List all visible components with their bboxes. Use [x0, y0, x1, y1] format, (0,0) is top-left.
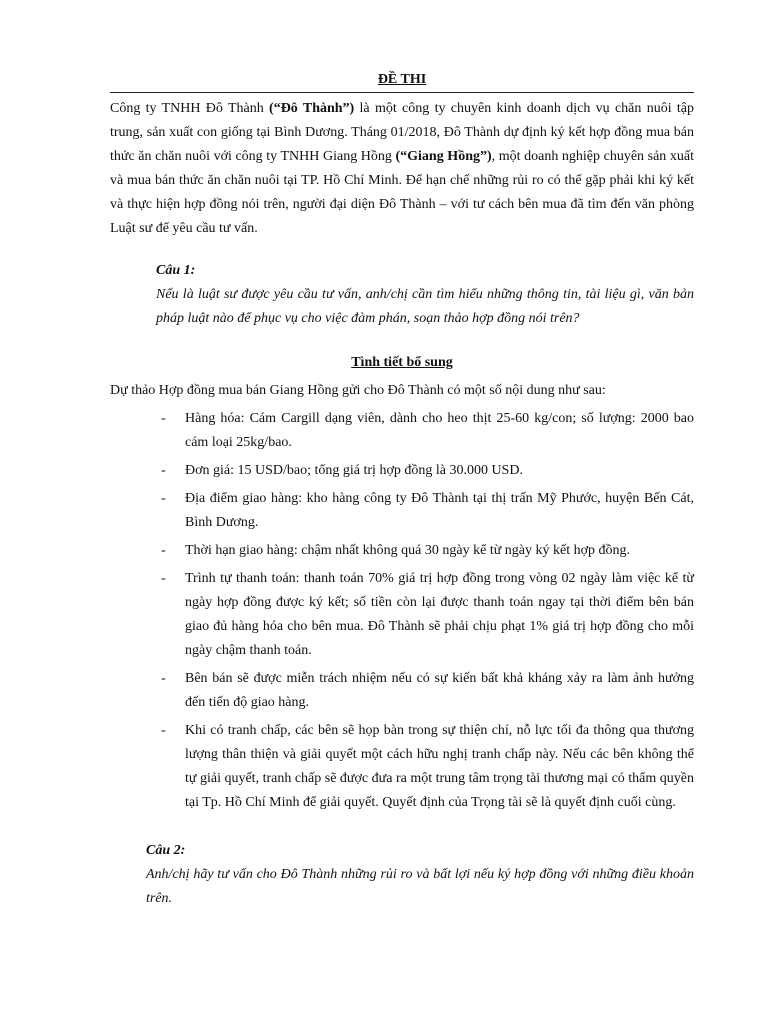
term-force-majeure: Bên bán sẽ được miễn trách nhiệm nếu có sự kiến bất khả kháng xảy ra làm ảnh hưởng đến tiến độ giao hàng. [185, 671, 694, 710]
list-item [110, 459, 694, 483]
list-item [110, 539, 694, 563]
intro-text-part3: , một doanh nghiệp chuyên sản xuất và mua bán thức ăn chăn nuôi tại TP. Hồ Chí Minh. Để hạn chế những rủi ro có thể gặp phải khi ký kết và thực hiện hợp đồng nói trên, người đại diện Đô Thành – với tư cách bên mua đã tìm đến văn phòng Luật sư để yêu cầu tư vấn. [110, 149, 694, 236]
supplement-intro: Dự thảo Hợp đồng mua bán Giang Hồng gửi cho Đô Thành có một số nội dung như sau: [110, 383, 606, 398]
term-unit-price: Đơn giá: 15 USD/bao; tổng giá trị hợp đồng là 30.000 USD. [185, 463, 523, 478]
list-bullet: - [161, 411, 166, 426]
list-item [110, 719, 694, 815]
exam-document [110, 70, 694, 911]
supplement-title: Tình tiết bổ sung [351, 355, 453, 370]
list-bullet: - [161, 463, 166, 478]
intro-text-part1: Công ty TNHH Đô Thành [110, 101, 270, 116]
question-1-label: Câu 1: [156, 263, 196, 278]
intro-bold-giang-hong: (“Giang Hồng”) [395, 149, 492, 164]
question-1 [156, 259, 694, 331]
intro-text-part2: là một công ty chuyên kinh doanh dịch vụ chăn nuôi tập trung, sản xuất con giống tại Bình Dương. Tháng 01/2018, Đô Thành dự định ký kết hợp đồng mua bán thức ăn chăn nuôi với công ty TNHH Giang Hồng [110, 101, 694, 164]
intro-paragraph [110, 97, 694, 241]
list-item [110, 567, 694, 663]
document-title: ĐỀ THI [110, 70, 694, 93]
term-goods: Hàng hóa: Cám Cargill dạng viên, dành cho heo thịt 25-60 kg/con; số lượng: 2000 bao cám loại 25kg/bao. [185, 411, 694, 450]
term-dispute-resolution: Khi có tranh chấp, các bên sẽ họp bàn trong sự thiện chí, nỗ lực tối đa thông qua thương lượng thân thiện và giải quyết một cách hữu nghị tranh chấp này. Nếu các bên không thể tự giải quyết, tranh chấp sẽ được đưa ra một trung tâm trọng tài thương mại có thẩm quyền tại Tp. Hồ Chí Minh để giải quyết. Quyết định của Trọng tài sẽ là quyết định cuối cùng. [185, 723, 694, 810]
list-item [110, 407, 694, 455]
intro-bold-do-thanh: (“Đô Thành”) [269, 101, 355, 116]
list-bullet: - [161, 571, 166, 586]
question-2 [146, 839, 694, 911]
term-delivery-location: Địa điểm giao hàng: kho hàng công ty Đô Thành tại thị trấn Mỹ Phước, huyện Bến Cát, Bình Dương. [185, 491, 694, 530]
term-delivery-deadline: Thời hạn giao hàng: chậm nhất không quá 30 ngày kể từ ngày ký kết hợp đồng. [185, 543, 631, 558]
list-bullet: - [161, 671, 166, 686]
list-bullet: - [161, 543, 166, 558]
list-item [110, 487, 694, 535]
question-2-label: Câu 2: [146, 843, 186, 858]
term-payment: Trình tự thanh toán: thanh toán 70% giá trị hợp đồng trong vòng 02 ngày làm việc kể từ ngày hợp đồng được ký kết; số tiền còn lại được thanh toán ngay tại thời điểm bên bán giao đủ hàng hóa cho bên mua. Đô Thành sẽ phải chịu phạt 1% giá trị hợp đồng cho mỗi ngày chậm thanh toán. [185, 571, 694, 658]
list-bullet: - [161, 723, 166, 738]
list-item [110, 667, 694, 715]
contract-terms-list [110, 407, 694, 815]
list-bullet: - [161, 491, 166, 506]
question-2-text: Anh/chị hãy tư vấn cho Đô Thành những rủi ro và bất lợi nếu ký hợp đồng với những điều khoản trên. [146, 867, 694, 906]
question-1-text: Nếu là luật sư được yêu cầu tư vấn, anh/chị cần tìm hiểu những thông tin, tài liệu gì, văn bản pháp luật nào để phục vụ cho việc đàm phán, soạn thảo hợp đồng nói trên? [156, 287, 694, 326]
